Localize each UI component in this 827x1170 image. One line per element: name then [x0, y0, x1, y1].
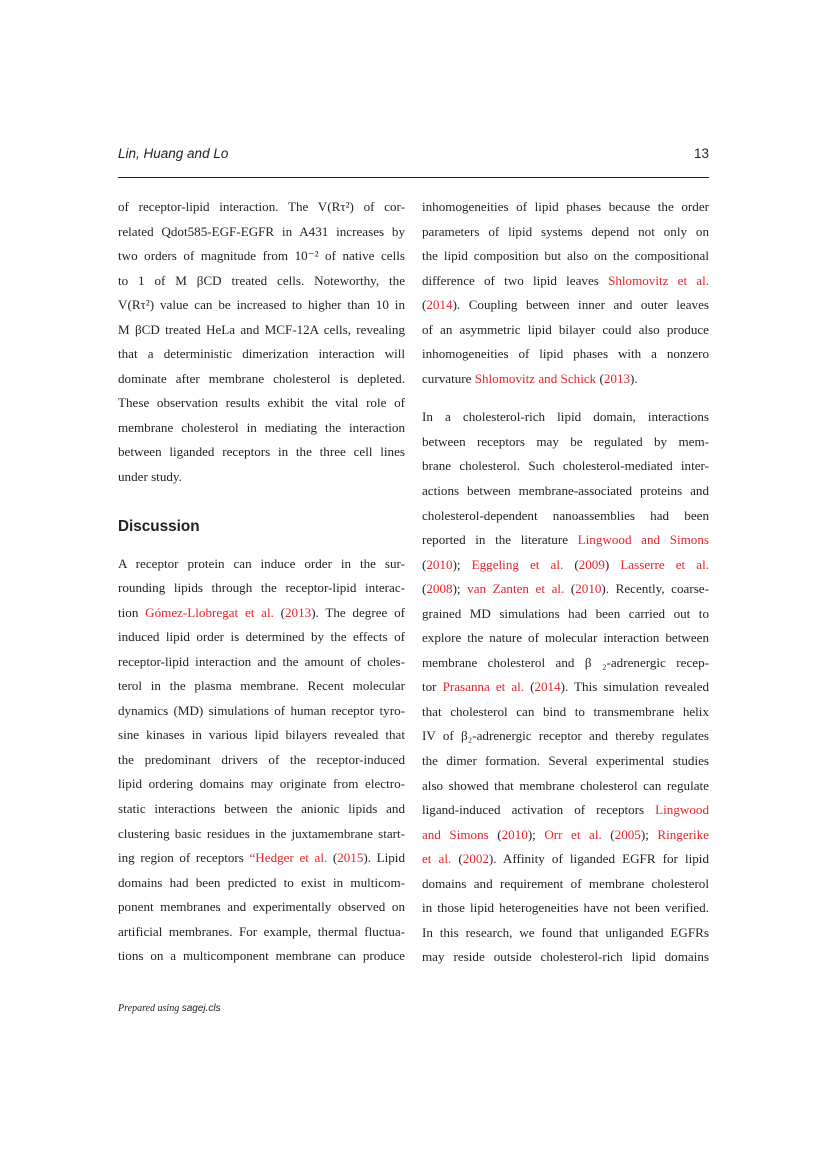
text-line: ing region of receptors “Hedger et al. (2015). Lipid	[118, 850, 405, 866]
text-line: dynamics (MD) simulations of human receptor tyro-	[118, 702, 405, 718]
text-line: (2010); Eggeling et al. (2009) Lasserre et al.	[422, 556, 709, 572]
right-column	[422, 195, 709, 970]
text-line: membrane cholesterol in mediating the interaction	[118, 419, 405, 435]
running-head	[118, 146, 709, 166]
citation-year-link[interactable]: 2015	[337, 850, 364, 866]
text-line: curvature Shlomovitz and Schick (2013).	[422, 370, 638, 386]
text-line: lipid ordering domains may originate from electro-	[118, 776, 405, 792]
citation-link[interactable]: Lingwood and Simons	[577, 532, 709, 548]
citation-year-link[interactable]: 2002	[462, 851, 489, 867]
citation-link[interactable]: Eggeling et al.	[471, 556, 564, 572]
citation-link[interactable]: Lasserre et al.	[620, 556, 709, 572]
text-line: tion Gómez-Llobregat et al. (2013). The degree of	[118, 604, 405, 620]
citation-year-link[interactable]: 2010	[426, 556, 453, 572]
citation-link[interactable]: Ringerike	[657, 826, 709, 842]
text-line: that cholesterol can bind to transmembrane helix	[422, 703, 709, 719]
text-line: clustering basic residues in the juxtamembrane start-	[118, 825, 405, 841]
footer-prepared-label: Prepared using	[118, 1003, 182, 1014]
text-line: cholesterol-dependent nanoassemblies had been	[422, 507, 709, 523]
text-line: terol in the plasma membrane. Recent molecular	[118, 678, 405, 694]
text-line: receptor-lipid interaction and the amount of choles-	[118, 653, 405, 669]
text-line: artificial membranes. For example, thermal fluctua-	[118, 923, 405, 939]
text-line: induced lipid order is determined by the effects of	[118, 629, 405, 645]
text-line: of receptor-lipid interaction. The V(Rτ²) of cor-	[118, 199, 405, 214]
citation-link[interactable]: Shlomovitz et al.	[608, 272, 709, 288]
paragraph-results-end	[118, 195, 405, 490]
header-rule	[118, 177, 709, 178]
text-line: These observation results exhibit the vital role of	[118, 395, 405, 411]
text-line: sine kinases in various lipid bilayers revealed that	[118, 727, 405, 743]
text-line: between liganded receptors in the three cell lines	[118, 444, 405, 460]
text-line: V(Rτ²) value can be increased to higher than 10 in	[118, 297, 405, 313]
text-line: inhomogeneities of lipid phases because the order	[422, 199, 709, 214]
text-line: (2014). Coupling between inner and outer leaves	[422, 297, 709, 313]
text-line: under study.	[118, 469, 182, 485]
citation-link[interactable]: Orr et al.	[544, 826, 602, 842]
text-line: in those lipid heterogeneities have not been verified.	[422, 900, 709, 916]
text-line: related Qdot585-EGF-EGFR in A431 increases by	[118, 223, 405, 239]
left-column	[118, 195, 405, 969]
citation-year-link[interactable]: 2014	[426, 297, 453, 313]
text-line: IV of β₂-adrenergic receptor and thereby regulates	[422, 728, 709, 744]
text-line: A receptor protein can induce order in the sur-	[118, 555, 405, 571]
footer	[118, 1003, 221, 1014]
text-line: In a cholesterol-rich lipid domain, interactions	[422, 409, 709, 425]
page-number: 13	[693, 146, 709, 161]
citation-link[interactable]: Gómez-Llobregat et al.	[145, 604, 274, 620]
text-line: actions between membrane-associated proteins and	[422, 483, 709, 499]
text-line: dominate after membrane cholesterol is depleted.	[118, 370, 405, 386]
text-line: M βCD treated HeLa and MCF-12A cells, revealing	[118, 321, 405, 337]
citation-year-link[interactable]: 2005	[614, 826, 641, 842]
citation-year-link[interactable]: 2008	[426, 581, 453, 597]
text-line: membrane cholesterol and β ₂-adrenergic recep-	[422, 654, 709, 670]
citation-link[interactable]: “Hedger et al.	[249, 850, 328, 866]
text-line: that a deterministic dimerization interaction will	[118, 346, 405, 362]
text-line: static interactions between the anionic lipids and	[118, 801, 405, 817]
text-line: of an asymmetric lipid bilayer could also produce	[422, 321, 709, 337]
text-line: tor Prasanna et al. (2014). This simulation revealed	[422, 679, 709, 695]
citation-link[interactable]: and Simons	[422, 826, 489, 842]
text-line: parameters of lipid systems depend not only on	[422, 223, 709, 239]
text-line: ligand-induced activation of receptors Lingwood	[422, 802, 709, 818]
text-line: (2008); van Zanten et al. (2010). Recently, coarse-	[422, 581, 709, 597]
paragraph-cholesterol-domain	[422, 405, 709, 970]
paragraph-lipid-phases	[422, 195, 709, 391]
text-line: inhomogeneities of lipid phases with a nonzero	[422, 346, 709, 362]
citation-year-link[interactable]: 2009	[578, 556, 605, 572]
citation-year-link[interactable]: 2013	[603, 370, 631, 386]
text-line: domains and requirement of membrane cholesterol	[422, 875, 709, 891]
citation-link[interactable]: van Zanten et al.	[467, 581, 565, 597]
text-line: In this research, we found that unliganded EGFRs	[422, 924, 709, 940]
running-head-authors: Lin, Huang and Lo	[118, 146, 229, 161]
text-line: the dimer formation. Several experimental studies	[422, 753, 709, 769]
text-line: between receptors may be regulated by mem-	[422, 433, 709, 449]
text-line: difference of two lipid leaves Shlomovitz et al.	[422, 272, 709, 288]
text-line: also showed that membrane cholesterol can regulate	[422, 777, 709, 793]
text-line: explore the nature of molecular interaction between	[422, 630, 709, 646]
text-line: rounding lipids through the receptor-lipid interac-	[118, 580, 405, 596]
text-line: to 1 of M βCD treated cells. Noteworthy, the	[118, 272, 405, 288]
text-line: may reside outside cholesterol-rich lipid domains	[422, 949, 709, 965]
citation-year-link[interactable]: 2010	[575, 581, 602, 597]
footer-class-file: sagej.cls	[181, 1003, 221, 1014]
text-line: domains had been predicted to exist in multicom-	[118, 874, 405, 890]
text-line: the lipid composition but also on the compositional	[422, 248, 709, 264]
citation-link[interactable]: Prasanna et al.	[442, 679, 525, 695]
text-line: two orders of magnitude from 10⁻² of native cells	[118, 248, 405, 264]
paragraph-discussion	[118, 552, 405, 969]
citation-link[interactable]: Lingwood	[655, 802, 709, 818]
text-line: tions on a multicomponent membrane can produce	[118, 948, 405, 964]
citation-year-link[interactable]: 2010	[501, 826, 528, 842]
text-line: grained MD simulations had been carried out to	[422, 605, 709, 621]
section-title-discussion: Discussion	[118, 517, 200, 535]
text-line: and Simons (2010); Orr et al. (2005); Ringerike	[422, 826, 709, 842]
text-line: brane cholesterol. Such cholesterol-mediated inter-	[422, 458, 709, 474]
citation-link[interactable]: Shlomovitz and Schick	[474, 370, 597, 386]
text-line: the predominant drivers of the receptor-induced	[118, 751, 405, 767]
citation-year-link[interactable]: 2014	[534, 679, 561, 695]
text-line: reported in the literature Lingwood and Simons	[422, 532, 709, 548]
citation-link[interactable]: et al.	[422, 851, 452, 867]
text-line: ponent membranes and experimentally observed on	[118, 899, 405, 915]
text-line: et al. (2002). Affinity of liganded EGFR for lipid	[422, 851, 709, 867]
citation-year-link[interactable]: 2013	[285, 604, 312, 620]
